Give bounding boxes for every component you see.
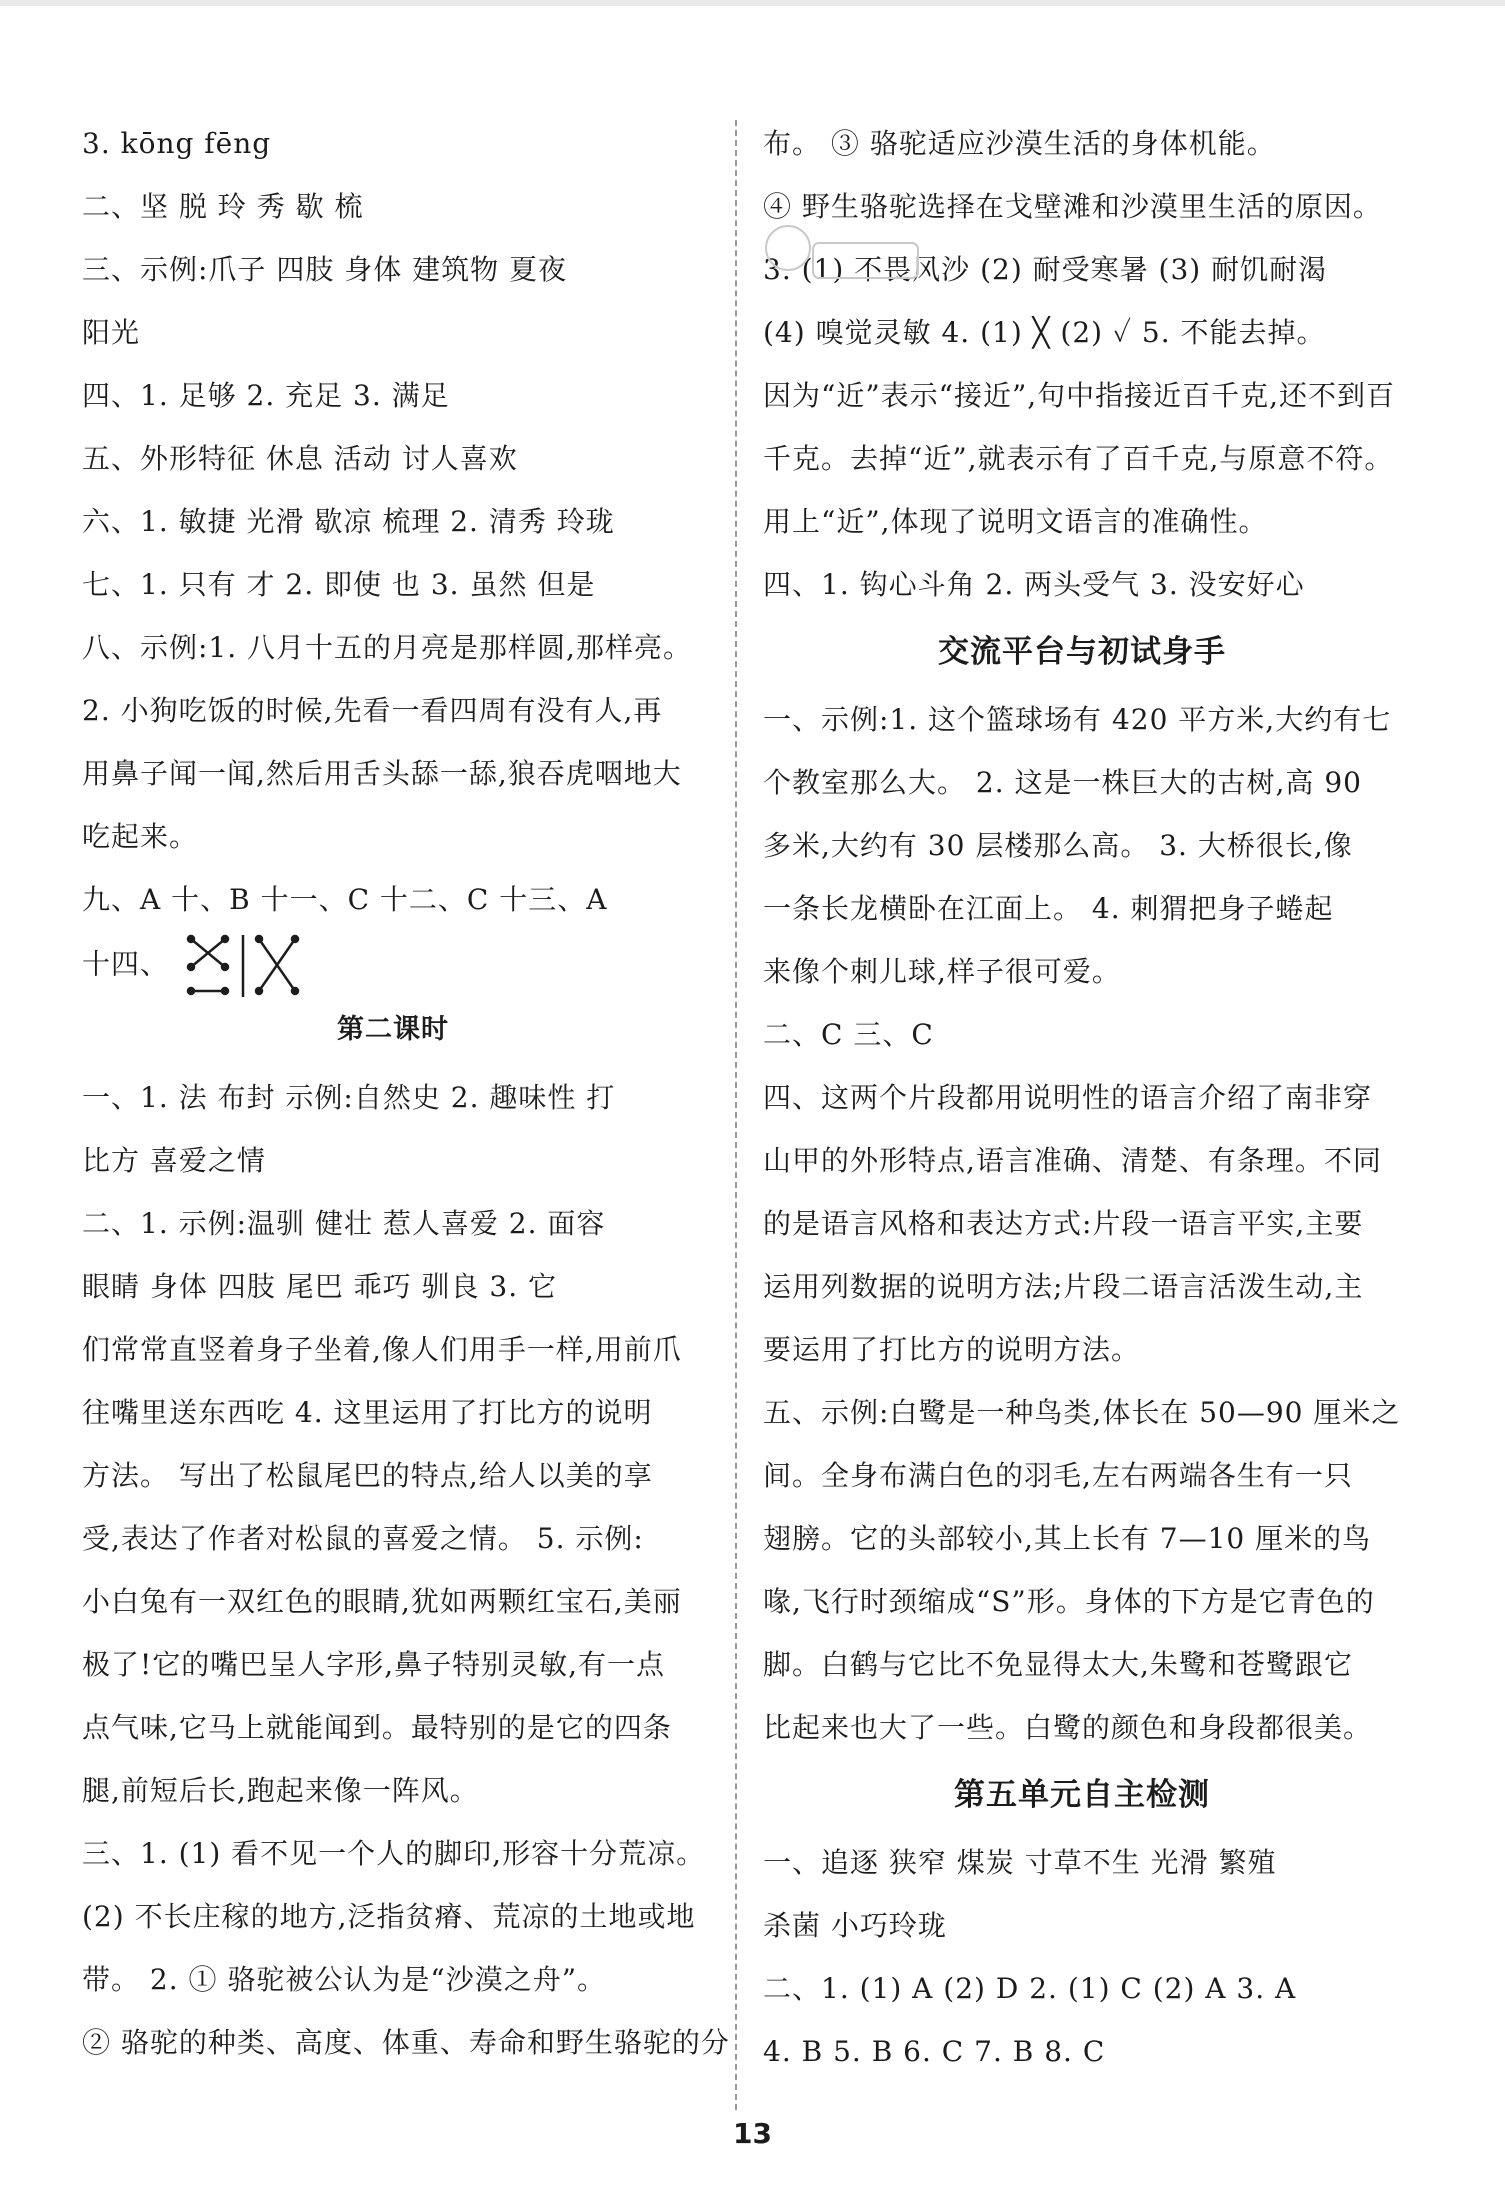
answer-line: 们常常直竖着身子坐着,像人们用手一样,用前爪 bbox=[82, 1333, 682, 1366]
page-top-edge bbox=[0, 0, 1505, 6]
answer-line: 要运用了打比方的说明方法。 bbox=[763, 1333, 1141, 1366]
answer-line: 六、1. 敏捷 光滑 歇凉 梳理 2. 清秀 玲珑 bbox=[82, 505, 615, 538]
homework-stamp-watermark bbox=[758, 218, 928, 348]
answer-line: (4) 嗅觉灵敏 4. (1) ╳ (2) ✓ 5. 不能去掉。 bbox=[763, 316, 1326, 349]
answer-line: 间。全身布满白色的羽毛,左右两端各生有一只 bbox=[763, 1459, 1353, 1492]
answer-line: 千克。去掉“近”,就表示有了百千克,与原意不符。 bbox=[763, 442, 1394, 475]
answer-line: 四、1. 钩心斗角 2. 两头受气 3. 没安好心 bbox=[763, 568, 1305, 601]
answer-line: 杀菌 小巧玲珑 bbox=[763, 1909, 947, 1942]
answer-line: 运用列数据的说明方法;片段二语言活泼生动,主 bbox=[763, 1270, 1364, 1303]
answer-line: 四、1. 足够 2. 充足 3. 满足 bbox=[82, 379, 450, 412]
answer-line: 布。 ③ 骆驼适应沙漠生活的身体机能。 bbox=[763, 127, 1276, 160]
answer-line: 二、1. (1) A (2) D 2. (1) C (2) A 3. A bbox=[763, 1972, 1297, 2005]
match-dot bbox=[188, 988, 194, 994]
answer-line: 一条长龙横卧在江面上。 4. 刺猬把身子蜷起 bbox=[763, 892, 1334, 925]
answer-line: ② 骆驼的种类、高度、体重、寿命和野生骆驼的分 bbox=[82, 2026, 730, 2059]
answer-line: 个教室那么大。 2. 这是一株巨大的古树,高 90 bbox=[763, 766, 1362, 799]
matching-lines-diagram bbox=[185, 931, 305, 1001]
answer-line: 受,表达了作者对松鼠的喜爱之情。 5. 示例: bbox=[82, 1522, 644, 1555]
match-dot bbox=[292, 936, 298, 942]
answer-line: 极了!它的嘴巴呈人字形,鼻子特别灵敏,有一点 bbox=[82, 1648, 666, 1681]
answer-line: 来像个刺儿球,样子很可爱。 bbox=[763, 955, 1121, 988]
answer-line: 多米,大约有 30 层楼那么高。 3. 大桥很长,像 bbox=[763, 829, 1353, 862]
answer-line: 点气味,它马上就能闻到。最特别的是它的四条 bbox=[82, 1711, 672, 1744]
matching-label: 十四、 bbox=[82, 947, 170, 981]
left-answers-part2 bbox=[82, 1066, 730, 2074]
answer-line: 喙,飞行时颈缩成“S”形。身体的下方是它青色的 bbox=[763, 1585, 1375, 1618]
right-answers-part1 bbox=[763, 112, 1401, 616]
answer-line: 的是语言风格和表达方式:片段一语言平实,主要 bbox=[763, 1207, 1364, 1240]
answer-line: 吃起来。 bbox=[82, 820, 199, 853]
left-answers-part1 bbox=[82, 112, 704, 931]
answer-line: 2. 小狗吃饭的时候,先看一看四周有没有人,再 bbox=[82, 694, 663, 727]
right-column bbox=[763, 112, 1401, 2083]
right-answers-part2 bbox=[763, 688, 1401, 1759]
answer-line: 阳光 bbox=[82, 316, 141, 349]
match-dot bbox=[188, 936, 194, 942]
matching-question-line bbox=[82, 931, 704, 994]
answer-line: 往嘴里送东西吃 4. 这里运用了打比方的说明 bbox=[82, 1396, 653, 1429]
answer-line: 二、C 三、C bbox=[763, 1018, 934, 1051]
match-dot bbox=[222, 936, 228, 942]
answer-line: 一、追逐 狭窄 煤炭 寸草不生 光滑 繁殖 bbox=[763, 1846, 1277, 1879]
match-dot bbox=[222, 964, 228, 970]
answer-line: 比起来也大了一些。白鹭的颜色和身段都很美。 bbox=[763, 1711, 1373, 1744]
page-number: 13 bbox=[733, 2117, 772, 2150]
answer-line: 五、示例:白鹭是一种鸟类,体长在 50—90 厘米之 bbox=[763, 1396, 1401, 1429]
answer-line: 方法。 写出了松鼠尾巴的特点,给人以美的享 bbox=[82, 1459, 653, 1492]
answer-line: 3. kōng fēng bbox=[82, 127, 272, 160]
match-dot bbox=[256, 936, 262, 942]
answer-line: 用上“近”,体现了说明文语言的准确性。 bbox=[763, 505, 1268, 538]
answer-line: 脚。白鹤与它比不免显得太大,朱鹭和苍鹭跟它 bbox=[763, 1648, 1353, 1681]
answer-line: 三、1. (1) 看不见一个人的脚印,形容十分荒凉。 bbox=[82, 1837, 706, 1870]
answer-line: 带。 2. ① 骆驼被公认为是“沙漠之舟”。 bbox=[82, 1963, 607, 1996]
answer-line: 比方 喜爱之情 bbox=[82, 1144, 266, 1177]
answer-line: 一、示例:1. 这个篮球场有 420 平方米,大约有七 bbox=[763, 703, 1392, 736]
match-dot bbox=[292, 988, 298, 994]
answer-line: 4. B 5. B 6. C 7. B 8. C bbox=[763, 2035, 1106, 2068]
section-heading-lesson-2: 第二课时 bbox=[337, 1014, 449, 1045]
answer-line: 二、1. 示例:温驯 健壮 惹人喜爱 2. 面容 bbox=[82, 1207, 606, 1240]
right-answers-part3 bbox=[763, 1831, 1401, 2083]
match-dot bbox=[256, 988, 262, 994]
answer-line: (2) 不长庄稼的地方,泛指贫瘠、荒凉的土地或地 bbox=[82, 1900, 696, 1933]
answer-line: 二、坚 脱 玲 秀 歇 梳 bbox=[82, 190, 364, 223]
answer-line: 七、1. 只有 才 2. 即使 也 3. 虽然 但是 bbox=[82, 568, 596, 601]
match-dot bbox=[222, 988, 228, 994]
match-dot bbox=[188, 964, 194, 970]
answer-line: 三、示例:爪子 四肢 身体 建筑物 夏夜 bbox=[82, 253, 568, 286]
answer-line: 九、A 十、B 十一、C 十二、C 十三、A bbox=[82, 883, 608, 916]
answer-line: ④ 野生骆驼选择在戈壁滩和沙漠里生活的原因。 bbox=[763, 190, 1382, 223]
answer-line: 用鼻子闻一闻,然后用舌头舔一舔,狼吞虎咽地大 bbox=[82, 757, 682, 790]
answer-line: 腿,前短后长,跑起来像一阵风。 bbox=[82, 1774, 479, 1807]
section-heading-unit-test: 第五单元自主检测 bbox=[954, 1777, 1210, 1813]
answer-line: 3. (1) 不畏风沙 (2) 耐受寒暑 (3) 耐饥耐渴 bbox=[763, 253, 1328, 286]
answer-line: 因为“近”表示“接近”,句中指接近百千克,还不到百 bbox=[763, 379, 1396, 412]
answer-line: 八、示例:1. 八月十五的月亮是那样圆,那样亮。 bbox=[82, 631, 692, 664]
left-column bbox=[82, 112, 730, 2074]
answer-line: 翅膀。它的头部较小,其上长有 7—10 厘米的鸟 bbox=[763, 1522, 1372, 1555]
section-heading-exchange: 交流平台与初试身手 bbox=[938, 634, 1226, 670]
answer-line: 五、外形特征 休息 活动 讨人喜欢 bbox=[82, 442, 518, 475]
column-divider bbox=[735, 120, 737, 2110]
answer-line: 山甲的外形特点,语言准确、清楚、有条理。不同 bbox=[763, 1144, 1382, 1177]
answer-line: 四、这两个片段都用说明性的语言介绍了南非穿 bbox=[763, 1081, 1373, 1114]
answer-line: 小白兔有一双红色的眼睛,犹如两颗红宝石,美丽 bbox=[82, 1585, 682, 1618]
answer-line: 眼睛 身体 四肢 尾巴 乖巧 驯良 3. 它 bbox=[82, 1270, 558, 1303]
answer-line: 一、1. 法 布封 示例:自然史 2. 趣味性 打 bbox=[82, 1081, 616, 1114]
